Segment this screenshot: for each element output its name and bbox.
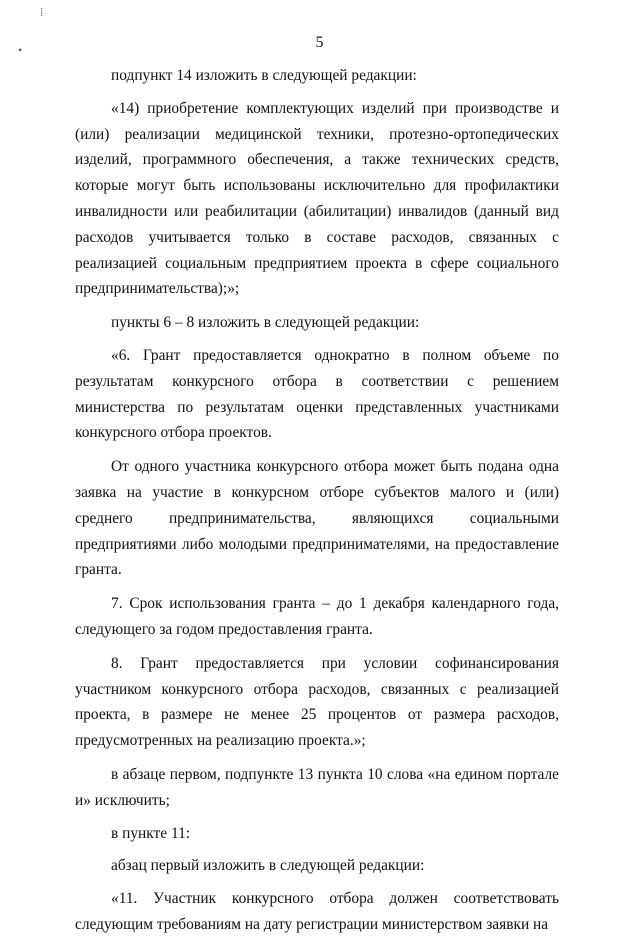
paragraph-3: пункты 6 – 8 изложить в следующей редакции: [111, 314, 420, 332]
paragraph-6: 7. Срок использования гранта – до 1 декабря календарного года, следующего за годом предоставления гранта. [75, 595, 559, 638]
paragraph-1: подпункт 14 изложить в следующей редакции: [111, 67, 417, 84]
scan-mark-top-left: ⁞ [40, 5, 44, 19]
paragraph-9: в пункте 11: [111, 824, 191, 842]
paragraph-11: «11. Участник конкурсного отбора должен соответствовать следующим требованиям на дату регистрации министерством заявки на [75, 890, 559, 933]
page-number: 5 [315, 34, 324, 51]
paragraph-5: От одного участника конкурсного отбора может быть подана одна заявка на участие в конкурсном отборе субъектов малого и (или) среднего предпринимательства, являющихся социальными предприятиями либо молодыми предпринимателями, на предоставление гранта. [75, 458, 559, 579]
paragraph-7: 8. Грант предоставляется при условии софинансирования участником конкурсного отбора расходов, связанных с реализацией проекта, в размере не менее 25 процентов от размера расходов, предусмотренных на реализацию проекта.»; [75, 654, 559, 750]
paragraph-2: «14) приобретение комплектующих изделий при производстве и (или) реализации медицинской техники, протезно-ортопедических изделий, программного обеспечения, а также технических средств, которые могут быть использованы исключительно для профилактики инвалидности или реабилитации (абилитации) инвалидов (данный вид расходов учитывается только в составе расходов, связанных с реализацией социальным предприятием проекта в сфере социального предпринимательства);»; [75, 99, 559, 298]
paragraph-8: в абзаце первом, подпункте 13 пункта 10 слова «на едином портале и» исключить; [75, 765, 559, 809]
paragraph-4: «6. Грант предоставляется однократно в полном объеме по результатам конкурсного отбора в соответствии с решением министерства по результатам оценки представленных участниками конкурсного отбора проектов. [75, 346, 559, 442]
scan-mark-left: • [18, 43, 23, 57]
paragraph-10: абзац первый изложить в следующей редакции: [111, 857, 425, 875]
document-body [75, 63, 559, 938]
